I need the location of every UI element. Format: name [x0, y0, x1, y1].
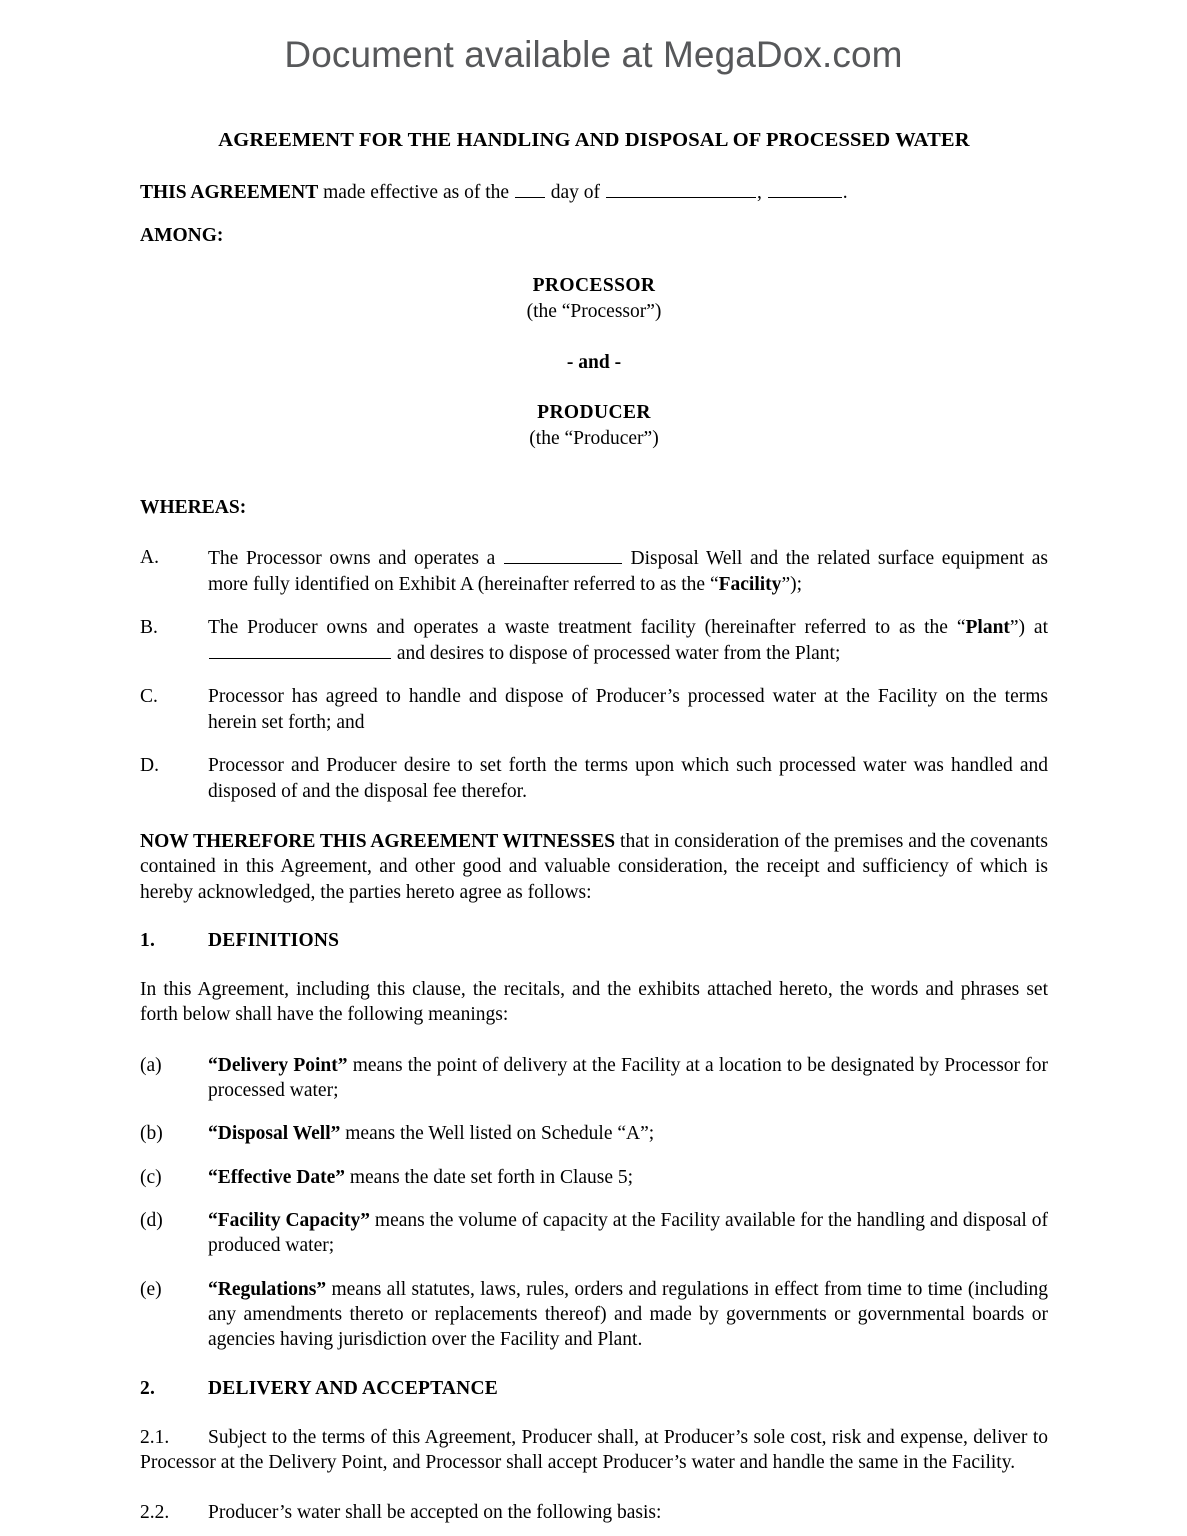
definition-e-marker: (e): [140, 1278, 162, 1300]
definition-b-close-quote: ”: [330, 1123, 341, 1145]
definition-c: [140, 1165, 1048, 1190]
effective-year-blank[interactable]: [768, 179, 842, 198]
recital-a: [140, 545, 1048, 597]
definition-b-marker: (b): [140, 1123, 163, 1145]
recital-d-marker: D.: [140, 755, 159, 777]
now-therefore-lead: NOW THEREFORE THIS AGREEMENT WITNESSES: [140, 830, 616, 852]
definition-b-text: [208, 1121, 1048, 1146]
effective-day-blank[interactable]: [515, 179, 545, 198]
definition-a: [140, 1053, 1048, 1104]
recital-b-part-2: ”) at: [1009, 616, 1048, 638]
definition-c-body: means the date set forth in Clause 5;: [344, 1166, 634, 1188]
definition-e: [140, 1277, 1048, 1353]
party-processor-block: [140, 273, 1048, 324]
definition-c-close-quote: ”: [335, 1166, 345, 1188]
definition-d-open-quote: “: [208, 1209, 218, 1231]
recital-c-marker: C.: [140, 686, 158, 708]
agreement-intro-text-4: .: [842, 181, 848, 203]
definition-d-text: [208, 1208, 1048, 1259]
party-conjunction: [140, 350, 1048, 376]
definition-e-term: [208, 1279, 326, 1300]
agreement-intro-lead: THIS AGREEMENT: [140, 181, 319, 203]
recital-a-part-1: The Processor owns and operates a: [208, 548, 503, 570]
definition-a-close-quote: ”: [337, 1054, 348, 1076]
definition-c-text: [208, 1165, 1048, 1190]
recital-a-facility-term: Facility: [718, 573, 782, 595]
definition-b-term-text: Disposal Well: [217, 1123, 331, 1145]
among-label: [140, 223, 1048, 248]
plant-location-blank[interactable]: [209, 640, 391, 659]
definition-b-term: [208, 1123, 340, 1144]
party-producer-defined-term: (the “Producer”): [529, 428, 659, 450]
definition-e-text: [208, 1277, 1048, 1353]
definition-c-open-quote: “: [208, 1166, 218, 1188]
effective-month-blank[interactable]: [606, 179, 756, 198]
among-label-text: AMONG:: [140, 224, 224, 246]
party-processor-defined-term: (the “Processor”): [526, 300, 662, 322]
recital-a-part-2: Disposal Well and the related surface equipment as more fully identified on Exhibit A (hereinafter referred to as the “: [208, 548, 1048, 595]
definition-d-term: [208, 1210, 370, 1231]
section-1-number: 1.: [140, 929, 156, 951]
clause-2-1-text: Subject to the terms of this Agreement, Producer shall, at Producer’s sole cost, risk and expense, deliver to Processor at the Delivery Point, and Processor shall accept Producer’s water and handle the same in the Facility.: [140, 1426, 1048, 1474]
definition-a-term-text: Delivery Point: [217, 1054, 338, 1076]
recital-c: [140, 684, 1048, 735]
recital-d: [140, 753, 1048, 804]
agreement-intro-line: [140, 179, 1048, 205]
clause-2-1-number: 2.1.: [140, 1426, 170, 1448]
clause-2-2: [140, 1500, 1048, 1525]
recital-b-plant-term: Plant: [965, 616, 1010, 638]
agreement-intro-text-1: made effective as of the: [318, 181, 514, 203]
recital-b-part-3: and desires to dispose of processed water from the Plant;: [392, 643, 841, 665]
definition-d-marker: (d): [140, 1209, 163, 1231]
agreement-intro-text-2: day of: [545, 181, 605, 203]
section-1-label: DEFINITIONS: [208, 929, 340, 951]
now-therefore-paragraph: [140, 829, 1048, 905]
recital-b-marker: B.: [140, 616, 158, 638]
definition-d-term-text: Facility Capacity: [217, 1209, 361, 1231]
recital-a-text: [208, 545, 1048, 597]
definitions-lead-in: In this Agreement, including this clause, the recitals, and the exhibits attached hereto, the words and phrases set forth below shall have the following meanings:: [140, 978, 1048, 1026]
definition-d-close-quote: ”: [360, 1209, 370, 1231]
party-conjunction-text: - and -: [566, 351, 622, 373]
definition-c-term-text: Effective Date: [217, 1166, 336, 1188]
definition-a-text: [208, 1053, 1048, 1104]
section-1-heading: [140, 930, 1048, 952]
definition-a-term: [208, 1055, 348, 1076]
recital-d-text: Processor and Producer desire to set forth the terms upon which such processed water was handled and disposed of and the disposal fee therefor.: [208, 755, 1048, 802]
section-2-label: DELIVERY AND ACCEPTANCE: [208, 1377, 498, 1399]
whereas-label-text: WHEREAS:: [140, 496, 247, 518]
megadox-watermark: Document available at MegaDox.com: [284, 34, 903, 75]
agreement-intro-text-3: ,: [756, 181, 767, 203]
recital-b-text: [208, 615, 1048, 667]
section-2-heading: [140, 1378, 1048, 1400]
recital-b-part-1: The Producer owns and operates a waste treatment facility (hereinafter referred to as the “: [208, 616, 966, 638]
definition-e-body: means all statutes, laws, rules, orders and regulations in effect from time to time (including any amendments thereto or replacements thereof) and made by governments or governmental boards or agencies having jurisdiction over the Facility and Plant.: [208, 1278, 1048, 1351]
party-producer-block: [140, 400, 1048, 451]
recital-a-marker: A.: [140, 547, 159, 569]
definition-a-open-quote: “: [208, 1054, 218, 1076]
whereas-label: [140, 495, 1048, 520]
definition-b-open-quote: “: [208, 1123, 218, 1145]
party-producer-name: PRODUCER: [537, 402, 651, 424]
definition-b: [140, 1121, 1048, 1146]
recital-a-part-3: ”);: [781, 573, 803, 595]
recital-b: [140, 615, 1048, 667]
recital-c-text: Processor has agreed to handle and dispose of Producer’s processed water at the Facility on the terms herein set forth; and: [208, 686, 1048, 733]
party-processor-name: PROCESSOR: [532, 275, 656, 297]
now-therefore-text: that in consideration of the premises and the covenants contained in this Agreement, and other good and valuable consideration, the receipt and sufficiency of which is hereby acknowledged, the parties hereto agree as follows:: [140, 830, 1048, 903]
clause-2-2-text: Producer’s water shall be accepted on the following basis:: [208, 1502, 662, 1524]
definition-b-body: means the Well listed on Schedule “A”;: [340, 1123, 655, 1145]
definition-c-marker: (c): [140, 1166, 162, 1188]
definition-a-body: means the point of delivery at the Facility at a location to be designated by Processor for processed water;: [208, 1054, 1048, 1101]
definition-e-close-quote: ”: [316, 1278, 327, 1300]
definition-e-open-quote: “: [208, 1278, 218, 1300]
definition-c-term: [208, 1167, 345, 1188]
definition-a-marker: (a): [140, 1054, 162, 1076]
document-body: [140, 128, 1048, 1526]
clause-2-1: [140, 1425, 1048, 1476]
definition-d: [140, 1208, 1048, 1259]
disposal-well-blank[interactable]: [504, 545, 622, 564]
definition-d-body: means the volume of capacity at the Facility available for the handling and disposal of produced water;: [208, 1209, 1049, 1257]
section-2-number: 2.: [140, 1377, 156, 1399]
clause-2-2-number: 2.2.: [140, 1502, 170, 1524]
definition-e-term-text: Regulations: [217, 1278, 317, 1300]
document-title: AGREEMENT FOR THE HANDLING AND DISPOSAL OF PROCESSED WATER: [218, 129, 970, 151]
